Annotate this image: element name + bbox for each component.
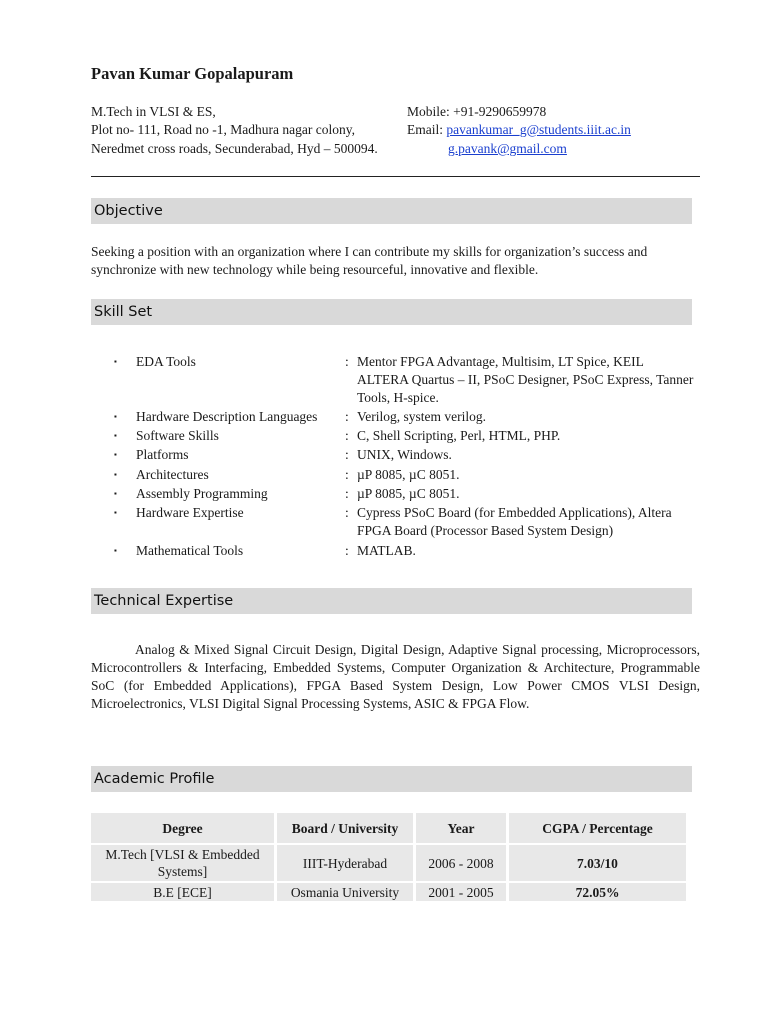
- skill-colon: :: [345, 409, 349, 424]
- skill-value: Mentor FPGA Advantage, Multisim, LT Spice, KEIL ALTERA Quartus – II, PSoC Designer, PSoC Express, Tanner Tools, H-spice.: [357, 354, 694, 405]
- score-cell: 7.03/10: [509, 845, 686, 881]
- skills-heading: Skill Set: [91, 299, 692, 325]
- skill-colon: :: [345, 467, 349, 482]
- address-line-2: Plot no- 111, Road no -1, Madhura nagar colony,: [91, 122, 355, 137]
- academic-heading: Academic Profile: [91, 766, 692, 792]
- bullet-icon: ▪: [114, 450, 117, 459]
- skill-colon: :: [345, 428, 349, 443]
- score-cell: 72.05%: [509, 883, 686, 901]
- column-header: Degree: [91, 813, 274, 843]
- address-line-3: Neredmet cross roads, Secunderabad, Hyd – 500094.: [91, 141, 378, 156]
- university-cell: IIIT-Hyderabad: [277, 845, 413, 881]
- skill-colon: :: [345, 354, 349, 369]
- bullet-icon: ▪: [114, 489, 117, 498]
- skill-value: µP 8085, µC 8051.: [357, 467, 460, 482]
- bullet-icon: ▪: [114, 508, 117, 517]
- skill-name: Platforms: [136, 447, 189, 462]
- table-row: [91, 883, 686, 901]
- skill-value: Verilog, system verilog.: [357, 409, 486, 424]
- technical-text: Analog & Mixed Signal Circuit Design, Digital Design, Adaptive Signal processing, Microprocessors, Microcontrollers & Interfacing, Embedded Systems, Computer Organization & Architecture, Programmable SoC (for Embedded Applications), FPGA Based System Design, Low Power CMOS VLSI Design, Microelectronics, VLSI Digital Signal Processing Systems, ASIC & FPGA Flow.: [91, 642, 700, 711]
- email-contact: [407, 121, 631, 139]
- skill-value: UNIX, Windows.: [357, 447, 452, 462]
- skill-name: Assembly Programming: [136, 486, 268, 501]
- mobile-contact: [407, 103, 546, 121]
- mobile-number: +91-9290659978: [453, 104, 547, 119]
- skill-name: Hardware Description Languages: [136, 409, 318, 424]
- email-label: Email:: [407, 122, 443, 137]
- column-header: Board / University: [277, 813, 413, 843]
- skill-colon: :: [345, 447, 349, 462]
- column-header: CGPA / Percentage: [509, 813, 686, 843]
- skill-name: Architectures: [136, 467, 209, 482]
- skill-value: C, Shell Scripting, Perl, HTML, PHP.: [357, 428, 561, 443]
- skill-name: Mathematical Tools: [136, 543, 244, 558]
- bullet-icon: ▪: [114, 431, 117, 440]
- objective-text: Seeking a position with an organization where I can contribute my skills for organization’s success and synchronize with new technology while being resourceful, innovative and flexible.: [91, 244, 648, 277]
- technical-heading: Technical Expertise: [91, 588, 692, 614]
- skill-value: Cypress PSoC Board (for Embedded Applications), Altera FPGA Board (Processor Based System Design): [357, 505, 672, 538]
- table-header-row: [91, 813, 686, 843]
- mobile-label: Mobile:: [407, 104, 450, 119]
- address-line-1: M.Tech in VLSI & ES,: [91, 104, 216, 119]
- bullet-icon: ▪: [114, 470, 117, 479]
- table-row: [91, 845, 686, 881]
- email-link-secondary[interactable]: g.pavank@gmail.com: [448, 141, 567, 156]
- skill-value: MATLAB.: [357, 543, 416, 558]
- degree-cell: B.E [ECE]: [91, 883, 274, 901]
- university-cell: Osmania University: [277, 883, 413, 901]
- bullet-icon: ▪: [114, 412, 117, 421]
- candidate-name: Pavan Kumar Gopalapuram: [91, 64, 294, 83]
- bullet-icon: ▪: [114, 546, 117, 555]
- email-link-primary[interactable]: pavankumar_g@students.iiit.ac.in: [446, 122, 631, 137]
- skill-name: EDA Tools: [136, 354, 196, 369]
- year-cell: 2001 - 2005: [416, 883, 506, 901]
- column-header: Year: [416, 813, 506, 843]
- skill-colon: :: [345, 486, 349, 501]
- academic-table: [88, 811, 689, 903]
- skill-colon: :: [345, 505, 349, 520]
- skill-colon: :: [345, 543, 349, 558]
- skill-name: Software Skills: [136, 428, 219, 443]
- objective-heading: Objective: [91, 198, 692, 224]
- skill-name: Hardware Expertise: [136, 505, 244, 520]
- degree-cell: M.Tech [VLSI & Embedded Systems]: [91, 845, 274, 881]
- bullet-icon: ▪: [114, 357, 117, 366]
- email-contact-secondary: [448, 140, 567, 158]
- year-cell: 2006 - 2008: [416, 845, 506, 881]
- header-divider: [91, 176, 700, 177]
- skill-value: µP 8085, µC 8051.: [357, 486, 460, 501]
